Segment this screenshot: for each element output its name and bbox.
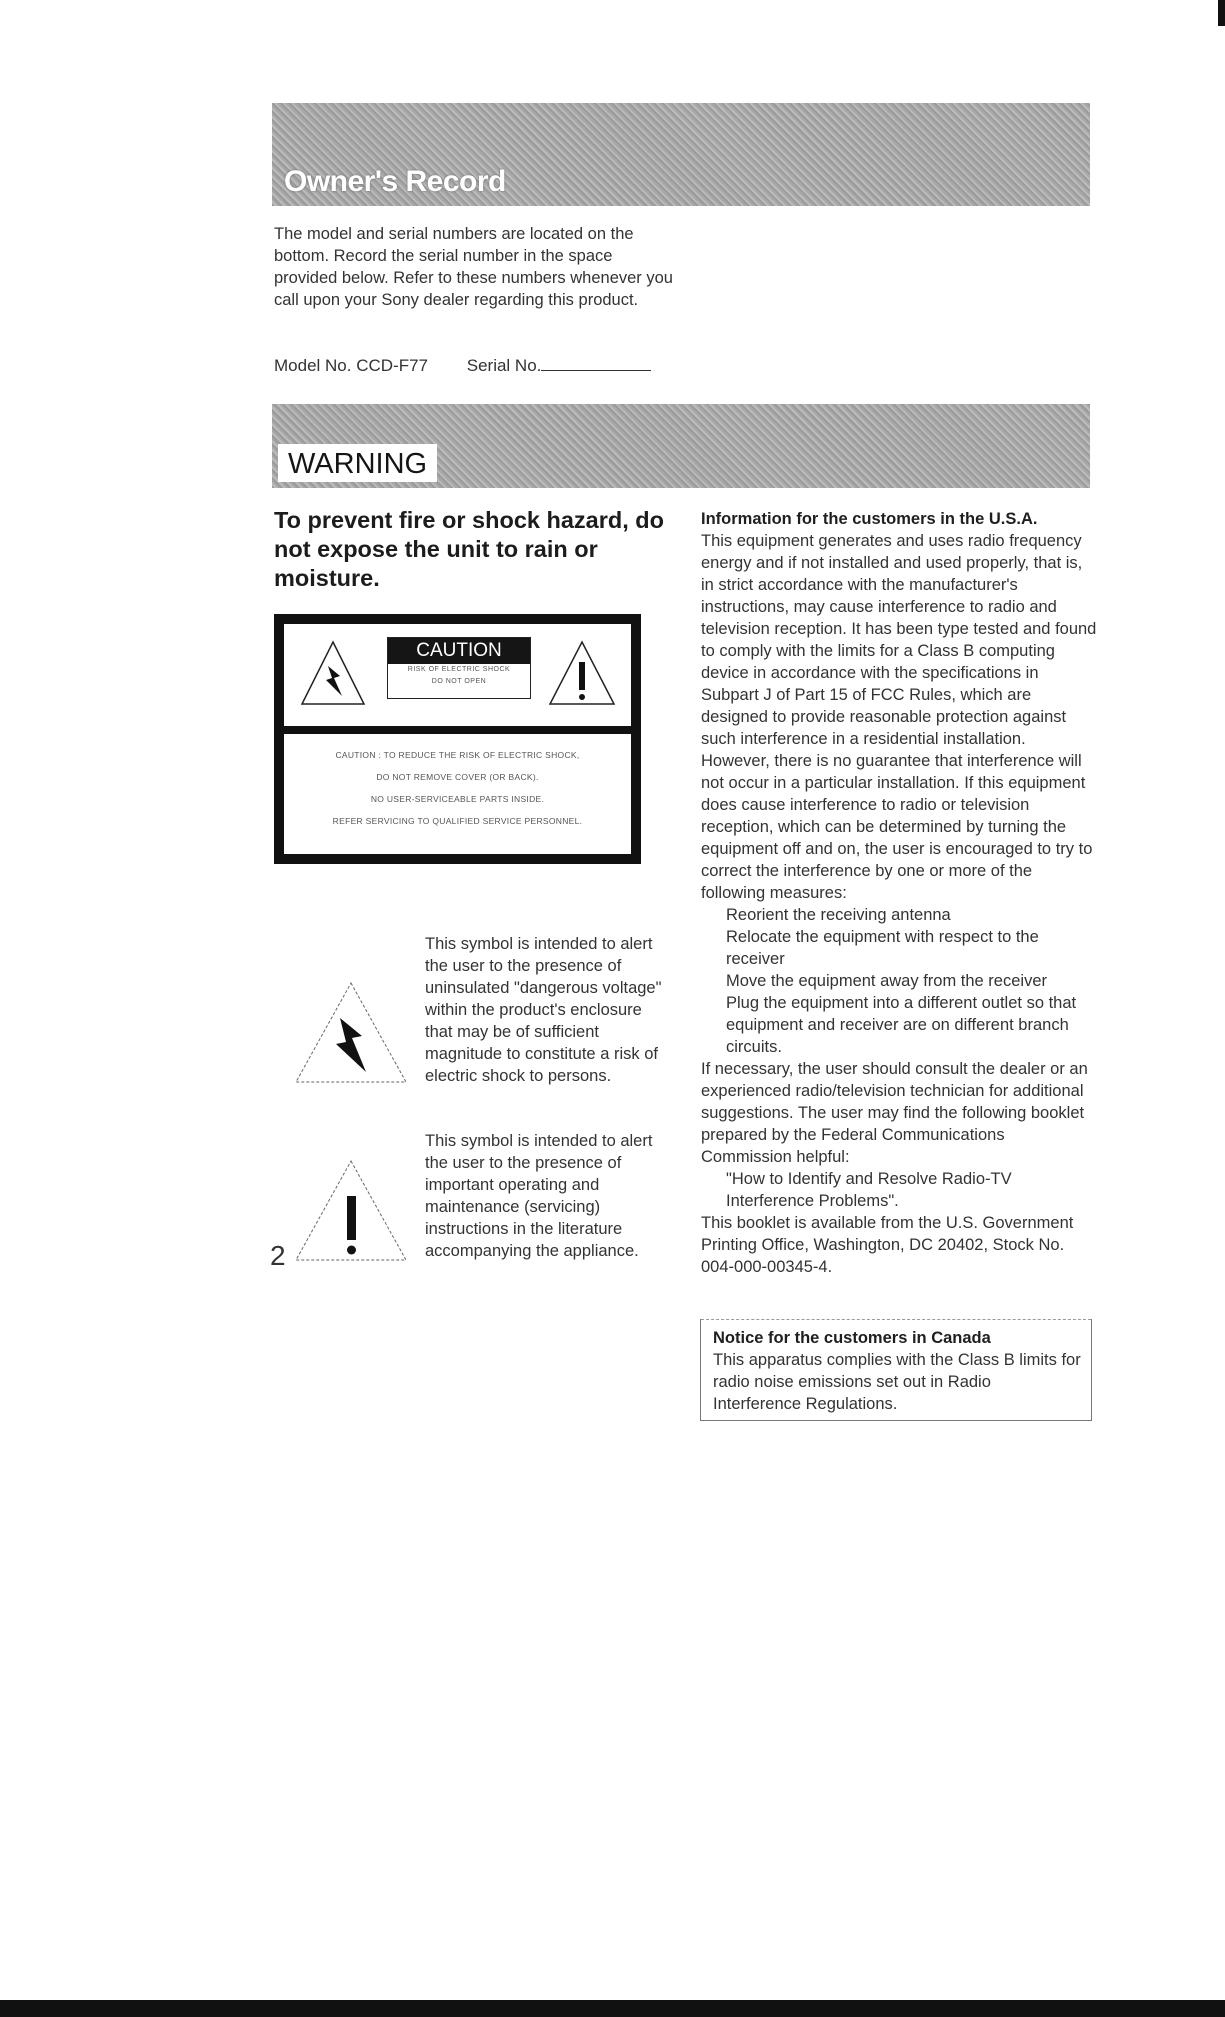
caution-divider — [284, 726, 631, 734]
lightning-symbol-icon — [292, 980, 410, 1085]
notice-top-line — [701, 1319, 1091, 1320]
warning-banner — [272, 404, 1090, 488]
serial-blank-line — [541, 354, 651, 371]
canada-notice — [713, 1327, 1083, 1415]
lightning-symbol-text: This symbol is intended to alert the user to the presence of uninsulated "dangerous voltage" within the product's enclosure that may be of sufficient magnitude to constitute a risk of electric shock to persons. — [425, 935, 662, 1085]
caution-line: DO NOT REMOVE COVER (OR BACK). — [376, 772, 539, 782]
caution-inner — [284, 624, 631, 854]
caution-label-box — [387, 637, 531, 699]
exclamation-symbol-icon — [292, 1158, 410, 1263]
warning-title: WARNING — [278, 444, 437, 482]
caution-sub-2: DO NOT OPEN — [431, 678, 487, 685]
canada-notice-body: This apparatus complies with the Class B limits for radio noise emissions set out in Radio Interference Regulations. — [713, 1351, 1081, 1413]
caution-top — [284, 624, 631, 726]
caution-line: CAUTION : TO REDUCE THE RISK OF ELECTRIC SHOCK, — [335, 750, 580, 760]
owners-record-intro: The model and serial numbers are located on the bottom. Record the serial number in the space provided below. Refer to these numbers whenever you call upon your Sony dealer regarding this product. — [274, 225, 673, 309]
usa-information — [701, 508, 1097, 1278]
usa-info-body-3: This booklet is available from the U.S. Government Printing Office, Washington, DC 20402, Stock No. 004-000-00345-4. — [701, 1214, 1074, 1276]
caution-label: CAUTION — [388, 638, 530, 664]
caution-line: NO USER-SERVICEABLE PARTS INSIDE. — [370, 794, 545, 804]
serial-label: Serial No. — [466, 356, 542, 375]
model-serial-line — [274, 354, 651, 376]
measure-item: Move the equipment away from the receiver — [726, 972, 1047, 990]
canada-notice-box — [700, 1319, 1092, 1421]
owners-record-title: Owner's Record — [284, 165, 506, 198]
canada-notice-heading: Notice for the customers in Canada — [713, 1329, 991, 1347]
measure-item: Reorient the receiving antenna — [726, 906, 951, 924]
scan-bottom-edge — [0, 2000, 1225, 2017]
owners-record-banner — [272, 103, 1090, 206]
warning-headline: To prevent fire or shock hazard, do not expose the unit to rain or moisture. — [274, 507, 664, 591]
exclamation-symbol-text: This symbol is intended to alert the user to the presence of important operating and maintenance (servicing) instructions in the literature accompanying the appliance. — [425, 1132, 653, 1260]
page-number: 2 — [270, 1240, 286, 1271]
model-number: Model No. CCD-F77 — [274, 356, 428, 375]
booklet-title: "How to Identify and Resolve Radio-TV Interference Problems". — [726, 1170, 1012, 1210]
usa-info-body: This equipment generates and uses radio frequency energy and if not installed and used properly, that is, in strict accordance with the manufacturer's instructions, may cause interference to radio and television reception. It has been type tested and found to comply with the limits for a Class B computing device in accordance with the specifications in Subpart J of Part 15 of FCC Rules, which are designed to provide reasonable protection against such interference in a residential installation. However, there is no guarantee that interference will not occur in a particular installation. If this equipment does cause interference to radio or television reception, which can be determined by turning the equipment off and on, the user is encouraged to try to correct the interference by one or more of the following measures: — [701, 532, 1097, 902]
caution-label-graphic — [274, 614, 641, 864]
lightning-warning-icon — [298, 638, 368, 708]
caution-lines — [284, 750, 631, 838]
scan-corner-mark — [1218, 0, 1225, 26]
exclamation-warning-icon — [546, 638, 618, 708]
measure-item: Relocate the equipment with respect to the receiver — [726, 928, 1039, 968]
caution-sub-1: RISK OF ELECTRIC SHOCK — [407, 666, 511, 673]
usa-info-body-2: If necessary, the user should consult the dealer or an experienced radio/television technician for additional suggestions. The user may find the following booklet prepared by the Federal Communications Commission helpful: — [701, 1060, 1088, 1166]
measure-item: Plug the equipment into a different outlet so that equipment and receiver are on different branch circuits. — [726, 994, 1077, 1056]
usa-info-heading: Information for the customers in the U.S.A. — [701, 510, 1038, 528]
caution-line: REFER SERVICING TO QUALIFIED SERVICE PERSONNEL. — [332, 816, 583, 826]
